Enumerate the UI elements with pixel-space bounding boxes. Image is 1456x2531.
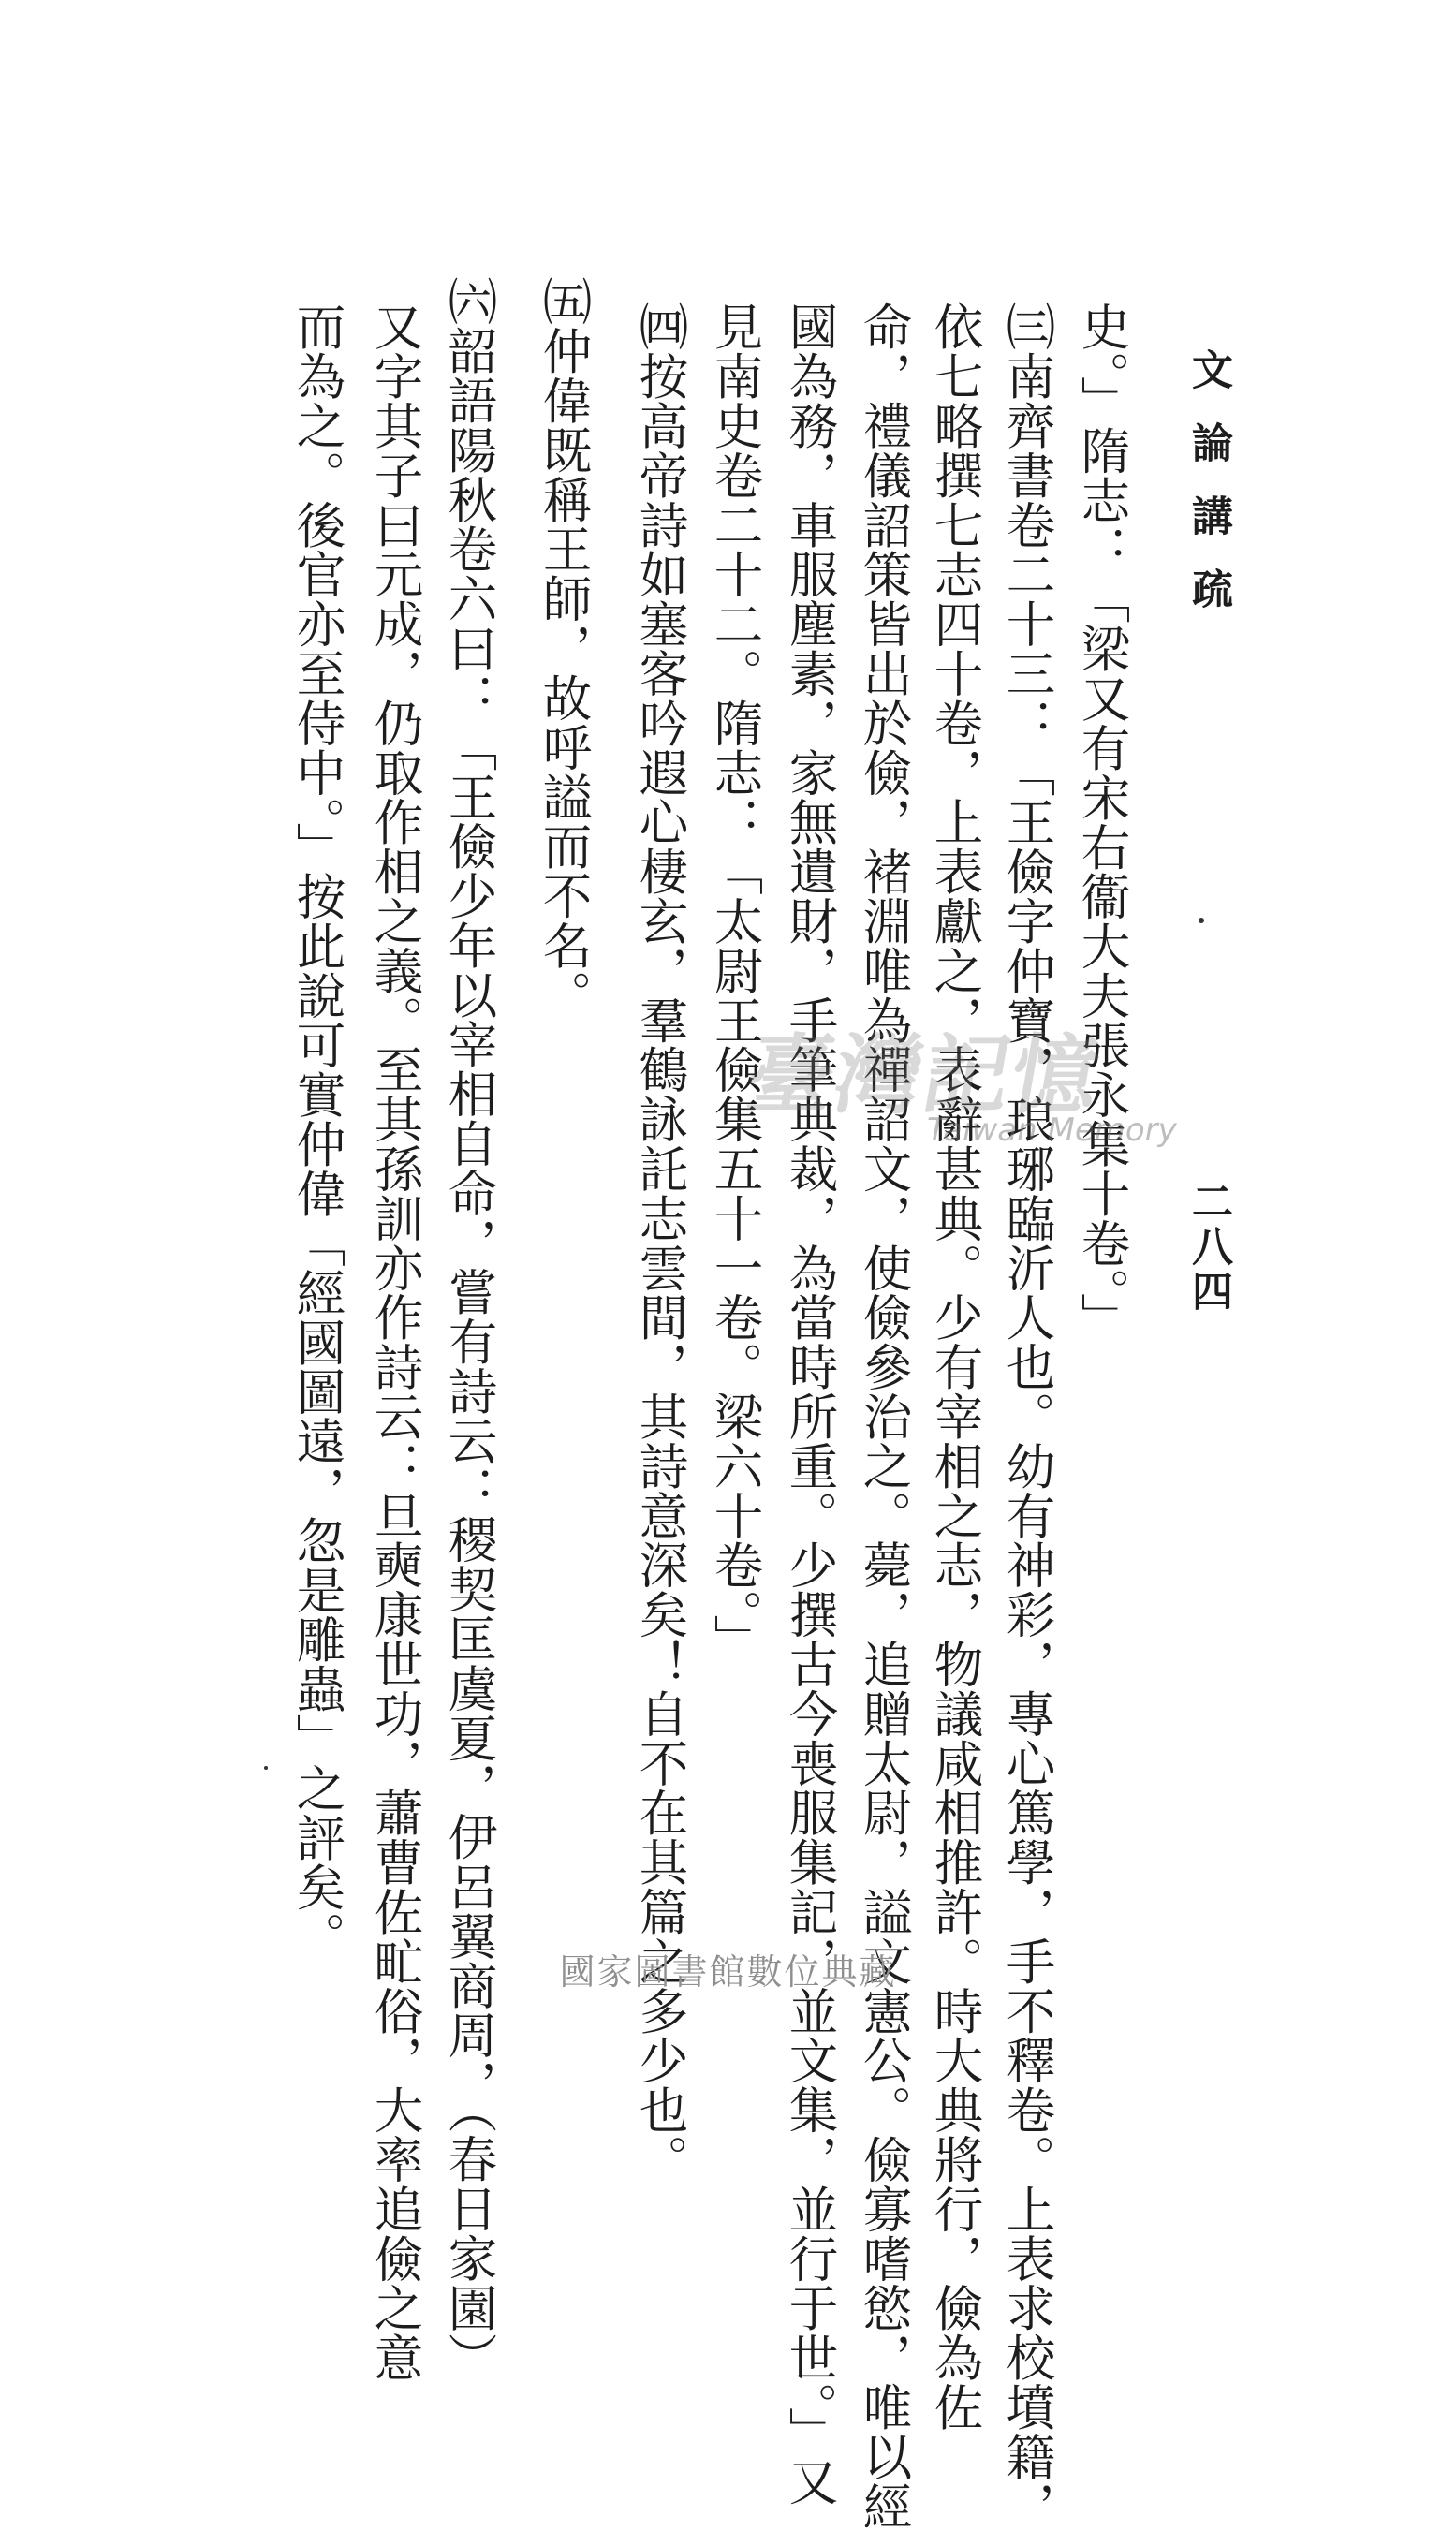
text-column-4: 命，禮儀詔策皆出於儉，褚淵唯為禪詔文，使儉參治之。薨，追贈太尉，謚文憲公。儉寡嗜慾，唯以經 — [855, 302, 913, 2531]
text-column-7: ㈣按高帝詩如塞客吟遐心棲玄，羣鶴詠託志雲間，其詩意深矣！自不在其篇之多少也。 — [631, 302, 689, 2185]
page-number: 二八四 — [1184, 1180, 1232, 1315]
text-column-1: 史。」隋志：「梁又有宋右衞大夫張永集十卷。」 — [1073, 302, 1131, 1343]
footer-library-credit: 國家圖書館數位典藏 — [559, 1951, 897, 1993]
text-column-9: ㈥韶語陽秋卷六曰：「王儉少年以宰相自命，嘗有詩云：稷契匡虞夏，伊呂翼商周，（春日家園） — [440, 276, 498, 2382]
ink-speck — [264, 1766, 268, 1770]
watermark-title: 臺灣記憶 — [739, 1024, 1110, 1126]
text-column-11: 而為之。後官亦至侍中。」按此說可實仲偉「經國圖遠，忽是雕蟲」之評矣。 — [288, 302, 346, 1962]
running-header-title: 文論講疏 — [1184, 348, 1232, 640]
text-column-2: ㈢南齊書卷二十三：「王儉字仲寶，琅琊臨沂人也。幼有神彩，專心篤學，手不釋卷。上表求校墳籍， — [998, 302, 1056, 2531]
text-column-6: 見南史卷二十二。隋志：「太尉王儉集五十一卷。梁六十卷。」 — [706, 302, 764, 1664]
text-column-5: 國為務，車服塵素，家無遺財，手筆典裁，為當時所重。少撰古今喪服集記，並文集，並行于世。」又 — [781, 302, 839, 2507]
text-column-3: 依七略撰七志四十卷，上表獻之，表辭甚典。少有宰相之志，物議咸相推許。時大典將行，儉為佐 — [926, 302, 984, 2432]
text-column-8: ㈤仲偉既稱王師，故呼謚而不名。 — [535, 276, 593, 1020]
ink-speck — [1199, 918, 1204, 923]
text-column-10: 又字其子曰元成，仍取作相之義。至其孫訓亦作詩云：旦奭康世功，蕭曹佐甿俗，大率追儉之意 — [366, 302, 424, 2382]
watermark-subtitle: Taiwan Memory — [927, 1111, 1177, 1149]
